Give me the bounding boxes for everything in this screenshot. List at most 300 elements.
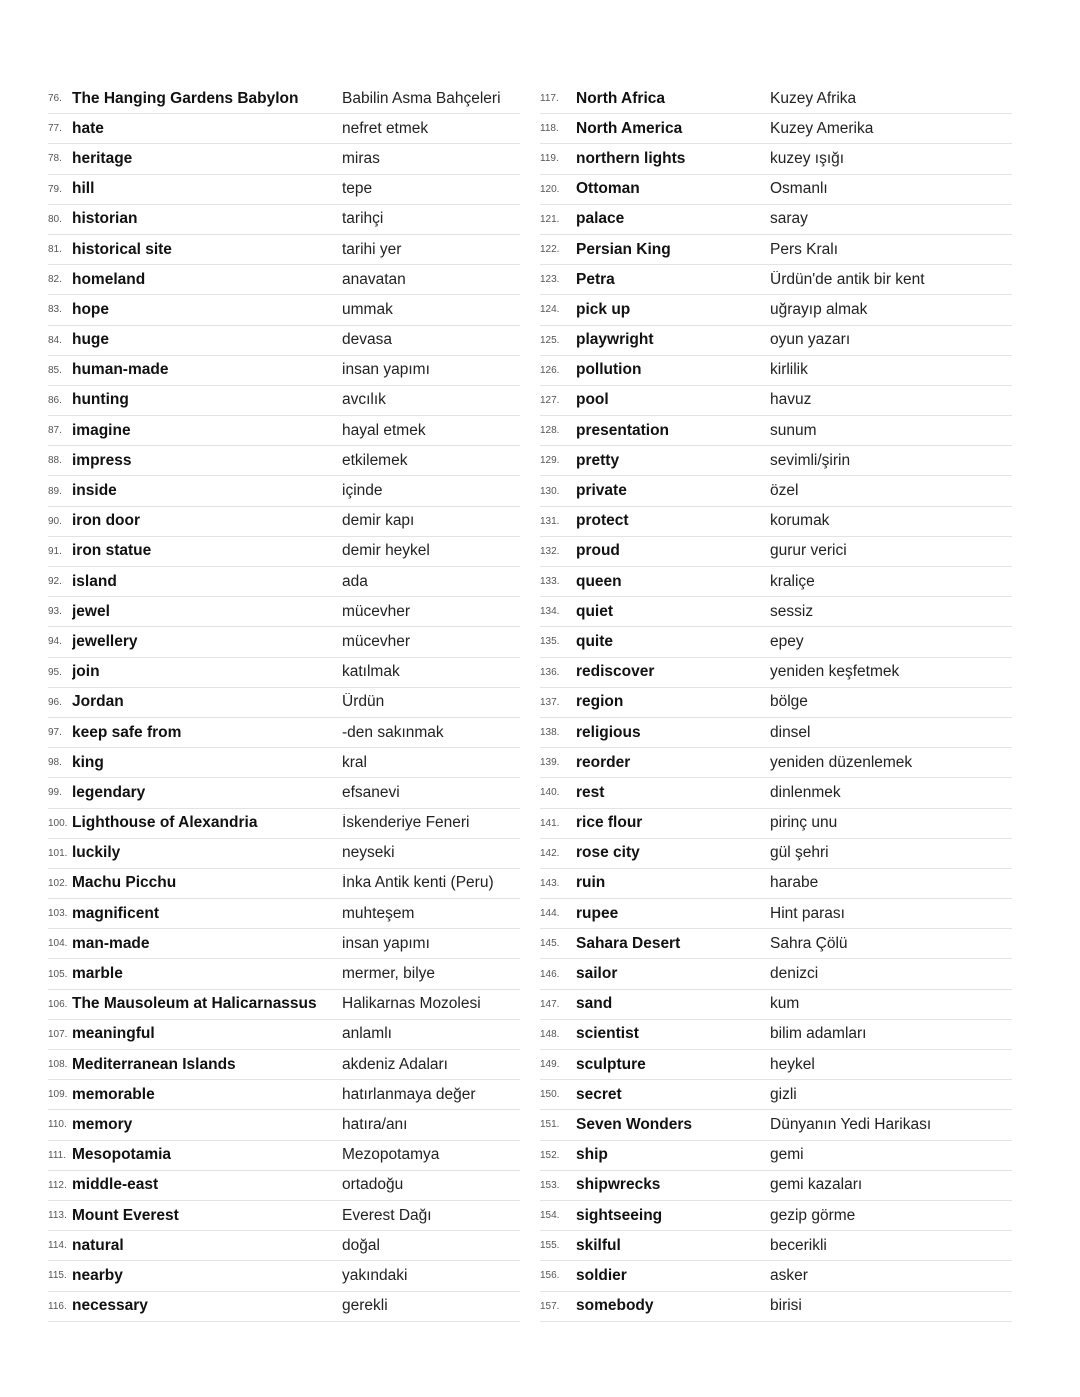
turkish-translation: İskenderiye Feneri — [342, 814, 470, 832]
entry-number: 94. — [48, 636, 62, 648]
english-term: impress — [72, 451, 132, 469]
turkish-translation: yakındaki — [342, 1266, 408, 1284]
entry-number: 93. — [48, 606, 62, 618]
turkish-translation: -den sakınmak — [342, 723, 444, 741]
english-term: huge — [72, 331, 110, 349]
turkish-translation: mücevher — [342, 632, 411, 650]
entry-number: 117. — [540, 93, 559, 105]
english-term: hope — [72, 300, 110, 318]
english-term: sand — [576, 995, 613, 1013]
turkish-translation: Babilin Asma Bahçeleri — [342, 89, 501, 107]
english-term: shipwrecks — [576, 1176, 661, 1194]
vocab-row — [540, 326, 1012, 356]
turkish-translation: hatıra/anı — [342, 1115, 408, 1133]
turkish-translation: kirlilik — [770, 361, 808, 379]
english-term: marble — [72, 965, 123, 983]
vocab-row — [540, 567, 1012, 597]
turkish-translation: miras — [342, 149, 380, 167]
vocab-row — [48, 114, 520, 144]
entry-number: 128. — [540, 425, 560, 437]
turkish-translation: katılmak — [342, 663, 400, 681]
entry-number: 119. — [540, 153, 559, 165]
english-term: protect — [576, 512, 629, 530]
turkish-translation: doğal — [342, 1236, 380, 1254]
vocab-row — [540, 869, 1012, 899]
english-term: king — [72, 753, 104, 771]
turkish-translation: ada — [342, 572, 368, 590]
english-term: quite — [576, 632, 614, 650]
entry-number: 148. — [540, 1028, 560, 1040]
entry-number: 109. — [48, 1089, 68, 1101]
turkish-translation: muhteşem — [342, 904, 415, 922]
entry-number: 116. — [48, 1300, 67, 1312]
entry-number: 84. — [48, 334, 62, 346]
entry-number: 133. — [540, 576, 560, 588]
vocab-row — [48, 235, 520, 265]
entry-number: 120. — [540, 183, 560, 195]
english-term: necessary — [72, 1297, 148, 1315]
turkish-translation: Osmanlı — [770, 180, 828, 198]
english-term: soldier — [576, 1266, 627, 1284]
vocab-row — [540, 718, 1012, 748]
vocab-row — [48, 658, 520, 688]
english-term: Seven Wonders — [576, 1115, 693, 1133]
english-term: Lighthouse of Alexandria — [72, 814, 258, 832]
turkish-translation: gizli — [770, 1085, 797, 1103]
english-term: join — [72, 663, 100, 681]
entry-number: 132. — [540, 545, 560, 557]
entry-number: 106. — [48, 998, 68, 1010]
vocab-row — [48, 899, 520, 929]
turkish-translation: hatırlanmaya değer — [342, 1085, 476, 1103]
english-term: Jordan — [72, 693, 124, 711]
vocab-row — [48, 688, 520, 718]
entry-number: 79. — [48, 183, 62, 195]
english-term: religious — [576, 723, 641, 741]
entry-number: 102. — [48, 877, 68, 889]
entry-number: 155. — [540, 1240, 560, 1252]
english-term: queen — [576, 572, 622, 590]
turkish-translation: tarihi yer — [342, 240, 402, 258]
turkish-translation: denizci — [770, 965, 819, 983]
turkish-translation: havuz — [770, 391, 812, 409]
entry-number: 142. — [540, 847, 560, 859]
english-term: meaningful — [72, 1025, 155, 1043]
turkish-translation: harabe — [770, 874, 819, 892]
vocab-row — [48, 537, 520, 567]
entry-number: 112. — [48, 1179, 67, 1191]
vocab-row — [48, 476, 520, 506]
english-term: man-made — [72, 934, 150, 952]
vocab-row — [540, 295, 1012, 325]
entry-number: 137. — [540, 696, 560, 708]
english-term: iron door — [72, 512, 141, 530]
vocab-row — [48, 959, 520, 989]
turkish-translation: neyseki — [342, 844, 395, 862]
vocab-row — [540, 476, 1012, 506]
english-term: sailor — [576, 965, 618, 983]
vocab-row — [48, 1110, 520, 1140]
vocab-row — [540, 748, 1012, 778]
turkish-translation: Pers Kralı — [770, 240, 839, 258]
english-term: Ottoman — [576, 180, 640, 198]
turkish-translation: tepe — [342, 180, 373, 198]
entry-number: 139. — [540, 757, 560, 769]
english-term: hunting — [72, 391, 129, 409]
turkish-translation: sunum — [770, 421, 817, 439]
english-term: Petra — [576, 270, 615, 288]
entry-number: 83. — [48, 304, 62, 316]
turkish-translation: Ürdün'de antik bir kent — [770, 270, 925, 288]
entry-number: 105. — [48, 968, 68, 980]
vocab-row — [540, 839, 1012, 869]
vocab-row — [540, 990, 1012, 1020]
vocab-row — [48, 1231, 520, 1261]
turkish-translation: heykel — [770, 1055, 815, 1073]
entry-number: 126. — [540, 364, 560, 376]
english-term: hill — [72, 180, 95, 198]
entry-number: 87. — [48, 425, 62, 437]
vocab-row — [48, 1201, 520, 1231]
turkish-translation: dinsel — [770, 723, 811, 741]
english-term: inside — [72, 482, 117, 500]
turkish-translation: sessiz — [770, 602, 814, 620]
entry-number: 115. — [48, 1270, 67, 1282]
english-term: scientist — [576, 1025, 639, 1043]
turkish-translation: Hint parası — [770, 904, 845, 922]
turkish-translation: Sahra Çölü — [770, 934, 848, 952]
turkish-translation: bölge — [770, 693, 808, 711]
vocab-row — [48, 144, 520, 174]
entry-number: 118. — [540, 123, 559, 135]
vocab-row — [48, 1261, 520, 1291]
english-term: skilful — [576, 1236, 621, 1254]
vocab-row — [48, 718, 520, 748]
entry-number: 97. — [48, 727, 62, 739]
vocab-row — [540, 144, 1012, 174]
turkish-translation: kuzey ışığı — [770, 149, 845, 167]
entry-number: 113. — [48, 1210, 67, 1222]
english-term: Machu Picchu — [72, 874, 177, 892]
english-term: keep safe from — [72, 723, 182, 741]
turkish-translation: bilim adamları — [770, 1025, 867, 1043]
turkish-translation: dinlenmek — [770, 783, 841, 801]
english-term: human-made — [72, 361, 169, 379]
vocab-row — [540, 1110, 1012, 1140]
entry-number: 157. — [540, 1300, 560, 1312]
entry-number: 153. — [540, 1179, 560, 1191]
turkish-translation: insan yapımı — [342, 934, 430, 952]
entry-number: 135. — [540, 636, 560, 648]
turkish-translation: etkilemek — [342, 451, 408, 469]
vocab-row — [48, 809, 520, 839]
english-term: secret — [576, 1085, 622, 1103]
turkish-translation: anlamlı — [342, 1025, 392, 1043]
turkish-translation: yeniden keşfetmek — [770, 663, 900, 681]
english-term: quiet — [576, 602, 614, 620]
entry-number: 99. — [48, 787, 62, 799]
entry-number: 122. — [540, 244, 560, 256]
english-term: ship — [576, 1146, 608, 1164]
turkish-translation: insan yapımı — [342, 361, 430, 379]
english-term: Persian King — [576, 240, 671, 258]
english-term: northern lights — [576, 149, 686, 167]
entry-number: 150. — [540, 1089, 560, 1101]
turkish-translation: İnka Antik kenti (Peru) — [342, 874, 494, 892]
vocab-row — [48, 507, 520, 537]
entry-number: 140. — [540, 787, 560, 799]
turkish-translation: mermer, bilye — [342, 965, 436, 983]
vocab-row — [48, 205, 520, 235]
entry-number: 134. — [540, 606, 560, 618]
turkish-translation: Ürdün — [342, 693, 385, 711]
entry-number: 77. — [48, 123, 62, 135]
entry-number: 156. — [540, 1270, 560, 1282]
vocab-row — [540, 265, 1012, 295]
vocab-column-right — [540, 84, 1012, 1322]
vocab-row — [540, 1292, 1012, 1322]
turkish-translation: sevimli/şirin — [770, 451, 851, 469]
english-term: rediscover — [576, 663, 655, 681]
turkish-translation: asker — [770, 1266, 808, 1284]
turkish-translation: içinde — [342, 482, 383, 500]
english-term: jewellery — [72, 632, 138, 650]
english-term: rose city — [576, 844, 640, 862]
turkish-translation: nefret etmek — [342, 119, 429, 137]
vocab-row — [48, 1292, 520, 1322]
vocab-row — [540, 1080, 1012, 1110]
turkish-translation: hayal etmek — [342, 421, 426, 439]
entry-number: 131. — [540, 515, 560, 527]
vocab-row — [540, 809, 1012, 839]
turkish-translation: Dünyanın Yedi Harikası — [770, 1115, 932, 1133]
english-term: hate — [72, 119, 104, 137]
turkish-translation: kum — [770, 995, 800, 1013]
entry-number: 96. — [48, 696, 62, 708]
vocab-row — [540, 386, 1012, 416]
vocab-row — [540, 114, 1012, 144]
english-term: presentation — [576, 421, 670, 439]
turkish-translation: efsanevi — [342, 783, 400, 801]
english-term: proud — [576, 542, 620, 560]
turkish-translation: gemi — [770, 1146, 804, 1164]
entry-number: 125. — [540, 334, 560, 346]
english-term: historical site — [72, 240, 172, 258]
vocab-row — [48, 748, 520, 778]
english-term: imagine — [72, 421, 131, 439]
entry-number: 107. — [48, 1028, 68, 1040]
english-term: legendary — [72, 783, 146, 801]
english-term: pick up — [576, 300, 631, 318]
vocab-row — [540, 1231, 1012, 1261]
vocab-row — [540, 507, 1012, 537]
entry-number: 136. — [540, 666, 560, 678]
vocab-row — [48, 84, 520, 114]
turkish-translation: yeniden düzenlemek — [770, 753, 913, 771]
entry-number: 149. — [540, 1059, 560, 1071]
vocab-row — [540, 778, 1012, 808]
vocab-row — [48, 1171, 520, 1201]
vocab-row — [540, 1020, 1012, 1050]
entry-number: 76. — [48, 93, 62, 105]
turkish-translation: gerekli — [342, 1297, 388, 1315]
english-term: jewel — [72, 602, 110, 620]
vocab-row — [540, 205, 1012, 235]
english-term: memorable — [72, 1085, 155, 1103]
entry-number: 151. — [540, 1119, 560, 1131]
turkish-translation: pirinç unu — [770, 814, 838, 832]
vocab-row — [48, 1020, 520, 1050]
entry-number: 152. — [540, 1149, 560, 1161]
turkish-translation: Kuzey Afrika — [770, 89, 857, 107]
english-term: reorder — [576, 753, 631, 771]
entry-number: 114. — [48, 1240, 67, 1252]
entry-number: 81. — [48, 244, 62, 256]
vocab-row — [540, 1141, 1012, 1171]
turkish-translation: uğrayıp almak — [770, 300, 868, 318]
entry-number: 82. — [48, 274, 62, 286]
vocab-row — [540, 899, 1012, 929]
turkish-translation: korumak — [770, 512, 830, 530]
turkish-translation: gurur verici — [770, 542, 847, 560]
entry-number: 108. — [48, 1059, 68, 1071]
english-term: palace — [576, 210, 625, 228]
entry-number: 85. — [48, 364, 62, 376]
english-term: homeland — [72, 270, 146, 288]
english-term: The Mausoleum at Halicarnassus — [72, 995, 317, 1013]
vocab-row — [48, 386, 520, 416]
vocab-row — [540, 84, 1012, 114]
vocab-row — [48, 295, 520, 325]
turkish-translation: gül şehri — [770, 844, 829, 862]
english-term: heritage — [72, 149, 133, 167]
entry-number: 100. — [48, 817, 68, 829]
turkish-translation: akdeniz Adaları — [342, 1055, 448, 1073]
english-term: island — [72, 572, 117, 590]
english-term: Mediterranean Islands — [72, 1055, 236, 1073]
turkish-translation: devasa — [342, 331, 392, 349]
english-term: region — [576, 693, 624, 711]
turkish-translation: mücevher — [342, 602, 411, 620]
vocab-row — [48, 869, 520, 899]
vocab-row — [540, 658, 1012, 688]
english-term: sculpture — [576, 1055, 646, 1073]
entry-number: 138. — [540, 727, 560, 739]
entry-number: 90. — [48, 515, 62, 527]
english-term: Sahara Desert — [576, 934, 681, 952]
entry-number: 86. — [48, 394, 62, 406]
turkish-translation: saray — [770, 210, 808, 228]
entry-number: 127. — [540, 394, 560, 406]
entry-number: 144. — [540, 908, 560, 920]
turkish-translation: anavatan — [342, 270, 406, 288]
entry-number: 91. — [48, 545, 62, 557]
turkish-translation: demir heykel — [342, 542, 430, 560]
english-term: North America — [576, 119, 683, 137]
vocab-row — [540, 1201, 1012, 1231]
turkish-translation: tarihçi — [342, 210, 384, 228]
vocab-row — [540, 597, 1012, 627]
english-term: North Africa — [576, 89, 665, 107]
turkish-translation: becerikli — [770, 1236, 827, 1254]
turkish-translation: avcılık — [342, 391, 386, 409]
entry-number: 111. — [48, 1149, 66, 1161]
vocab-row — [48, 1141, 520, 1171]
english-term: somebody — [576, 1297, 654, 1315]
entry-number: 124. — [540, 304, 560, 316]
vocab-column-left — [48, 84, 520, 1322]
english-term: pretty — [576, 451, 620, 469]
turkish-translation: gezip görme — [770, 1206, 856, 1224]
entry-number: 89. — [48, 485, 62, 497]
entry-number: 78. — [48, 153, 62, 165]
turkish-translation: kral — [342, 753, 367, 771]
english-term: magnificent — [72, 904, 159, 922]
vocab-row — [48, 839, 520, 869]
entry-number: 88. — [48, 455, 62, 467]
turkish-translation: ummak — [342, 300, 393, 318]
vocab-row — [48, 1050, 520, 1080]
vocab-row — [540, 688, 1012, 718]
turkish-translation: oyun yazarı — [770, 331, 851, 349]
entry-number: 147. — [540, 998, 560, 1010]
vocab-row — [540, 959, 1012, 989]
english-term: pool — [576, 391, 609, 409]
turkish-translation: Everest Dağı — [342, 1206, 432, 1224]
vocab-row — [540, 627, 1012, 657]
turkish-translation: Kuzey Amerika — [770, 119, 874, 137]
entry-number: 80. — [48, 213, 62, 225]
vocab-row — [540, 1171, 1012, 1201]
vocab-row — [48, 1080, 520, 1110]
entry-number: 95. — [48, 666, 62, 678]
vocab-row — [48, 175, 520, 205]
turkish-translation: epey — [770, 632, 804, 650]
entry-number: 141. — [540, 817, 560, 829]
vocab-row — [540, 356, 1012, 386]
entry-number: 92. — [48, 576, 62, 588]
english-term: Mesopotamia — [72, 1146, 172, 1164]
english-term: pollution — [576, 361, 642, 379]
turkish-translation: ortadoğu — [342, 1176, 404, 1194]
vocab-row — [540, 416, 1012, 446]
entry-number: 110. — [48, 1119, 67, 1131]
vocab-row — [540, 446, 1012, 476]
english-term: The Hanging Gardens Babylon — [72, 89, 299, 107]
vocab-row — [48, 265, 520, 295]
entry-number: 154. — [540, 1210, 560, 1222]
english-term: iron statue — [72, 542, 152, 560]
entry-number: 121. — [540, 213, 560, 225]
vocab-row — [48, 326, 520, 356]
entry-number: 98. — [48, 757, 62, 769]
english-term: nearby — [72, 1266, 123, 1284]
entry-number: 104. — [48, 938, 68, 950]
entry-number: 123. — [540, 274, 560, 286]
turkish-translation: demir kapı — [342, 512, 415, 530]
english-term: natural — [72, 1236, 124, 1254]
vocab-row — [48, 446, 520, 476]
vocab-row — [48, 597, 520, 627]
turkish-translation: özel — [770, 482, 799, 500]
english-term: rice flour — [576, 814, 643, 832]
turkish-translation: kraliçe — [770, 572, 815, 590]
vocab-row — [48, 990, 520, 1020]
english-term: playwright — [576, 331, 654, 349]
english-term: rest — [576, 783, 605, 801]
english-term: middle-east — [72, 1176, 159, 1194]
entry-number: 129. — [540, 455, 560, 467]
